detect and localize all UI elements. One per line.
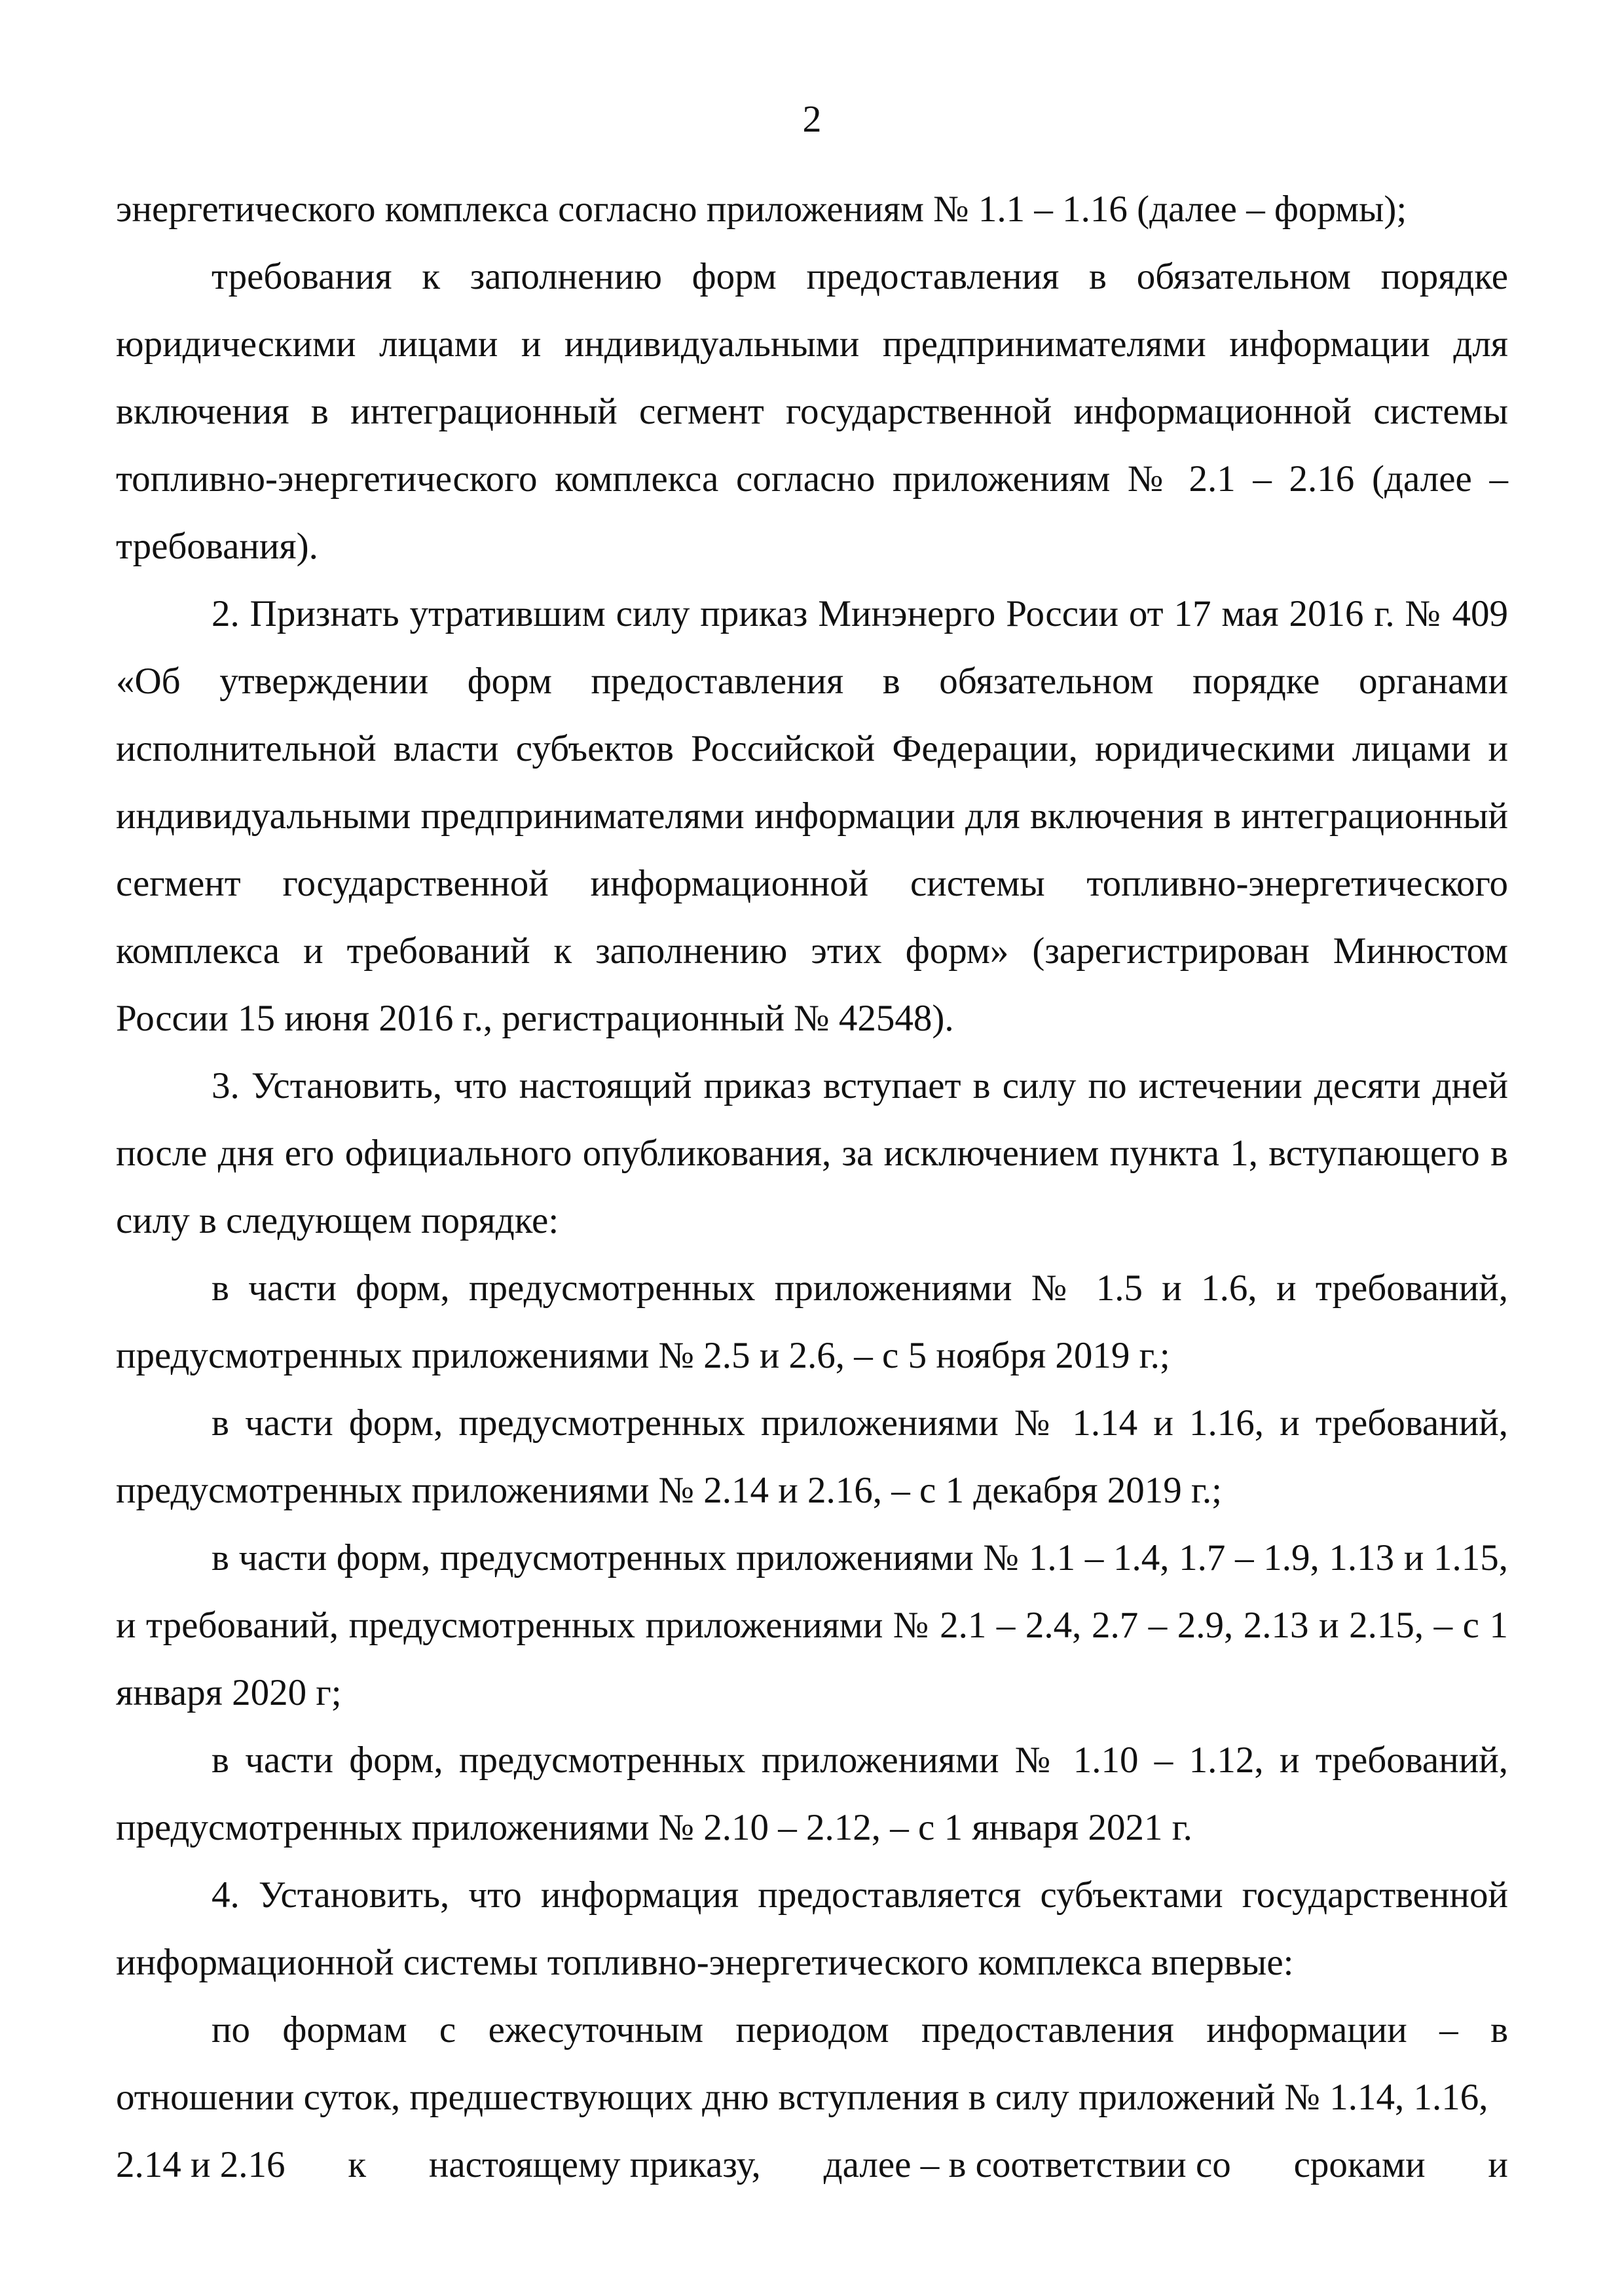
paragraph-requirements: требования к заполнению форм предоставления в обязательном порядке юридическими лицами и индивидуальными предпринимателями информации для включения в интеграционный сегмент государственной информационной системы топливно-энергетического комплекса согласно приложениям № 2.1 – 2.16 (далее – требования). (116, 256, 1508, 567)
last-line-part: сроками (1293, 2144, 1426, 2185)
paragraph-daily-forms: по формам с ежесуточным периодом предоставления информации – в отношении суток, предшествующих дню вступления в силу приложений № 1.14, 1.16, (116, 2009, 1508, 2118)
last-line-part: и (1488, 2144, 1508, 2185)
paragraph-schedule-2021: в части форм, предусмотренных приложениями № 1.10 – 1.12, и требований, предусмотренных приложениями № 2.10 – 2.12, – с 1 января 2021 г. (116, 1740, 1508, 1848)
paragraph-schedule-2020: в части форм, предусмотренных приложениями № 1.1 – 1.4, 1.7 – 1.9, 1.13 и 1.15, и требований, предусмотренных приложениями № 2.1 – 2.4, 2.7 – 2.9, 2.13 и 2.15, – с 1 января 2020 г; (116, 1537, 1508, 1713)
last-line-part: далее – в соответствии со (823, 2144, 1231, 2185)
paragraph-item-2: 2. Признать утратившим силу приказ Минэнерго России от 17 мая 2016 г. № 409 «Об утверждении форм предоставления в обязательном порядке органами исполнительной власти субъектов Российской Федерации, юридическими лицами и индивидуальными предпринимателями информации для включения в интеграционный сегмент государственной информационной системы топливно-энергетического комплекса и требований к заполнению этих форм» (зарегистрирован Минюстом России 15 июня 2016 г., регистрационный № 42548). (116, 593, 1508, 1039)
page-number: 2 (802, 98, 822, 140)
paragraph-item-4: 4. Установить, что информация предоставляется субъектами государственной информационной системы топливно-энергетического комплекса впервые: (116, 1874, 1508, 1983)
last-line-part: к (348, 2144, 367, 2185)
paragraph-schedule-2019-dec: в части форм, предусмотренных приложениями № 1.14 и 1.16, и требований, предусмотренных приложениями № 2.14 и 2.16, – с 1 декабря 2019 г.; (116, 1402, 1508, 1511)
paragraph-last-line (116, 2131, 1508, 2198)
paragraph-continuation: энергетического комплекса согласно приложениям № 1.1 – 1.16 (далее – формы); (116, 189, 1407, 230)
last-line-part: 2.14 и 2.16 (116, 2144, 286, 2185)
document-body (116, 175, 1508, 2198)
paragraph-item-3: 3. Установить, что настоящий приказ вступает в силу по истечении десяти дней после дня его официального опубликования, за исключением пункта 1, вступающего в силу в следующем порядке: (116, 1065, 1508, 1241)
last-line-part: настоящему приказу, (428, 2144, 761, 2185)
paragraph-schedule-2019-nov: в части форм, предусмотренных приложениями № 1.5 и 1.6, и требований, предусмотренных приложениями № 2.5 и 2.6, – с 5 ноября 2019 г.; (116, 1267, 1508, 1376)
